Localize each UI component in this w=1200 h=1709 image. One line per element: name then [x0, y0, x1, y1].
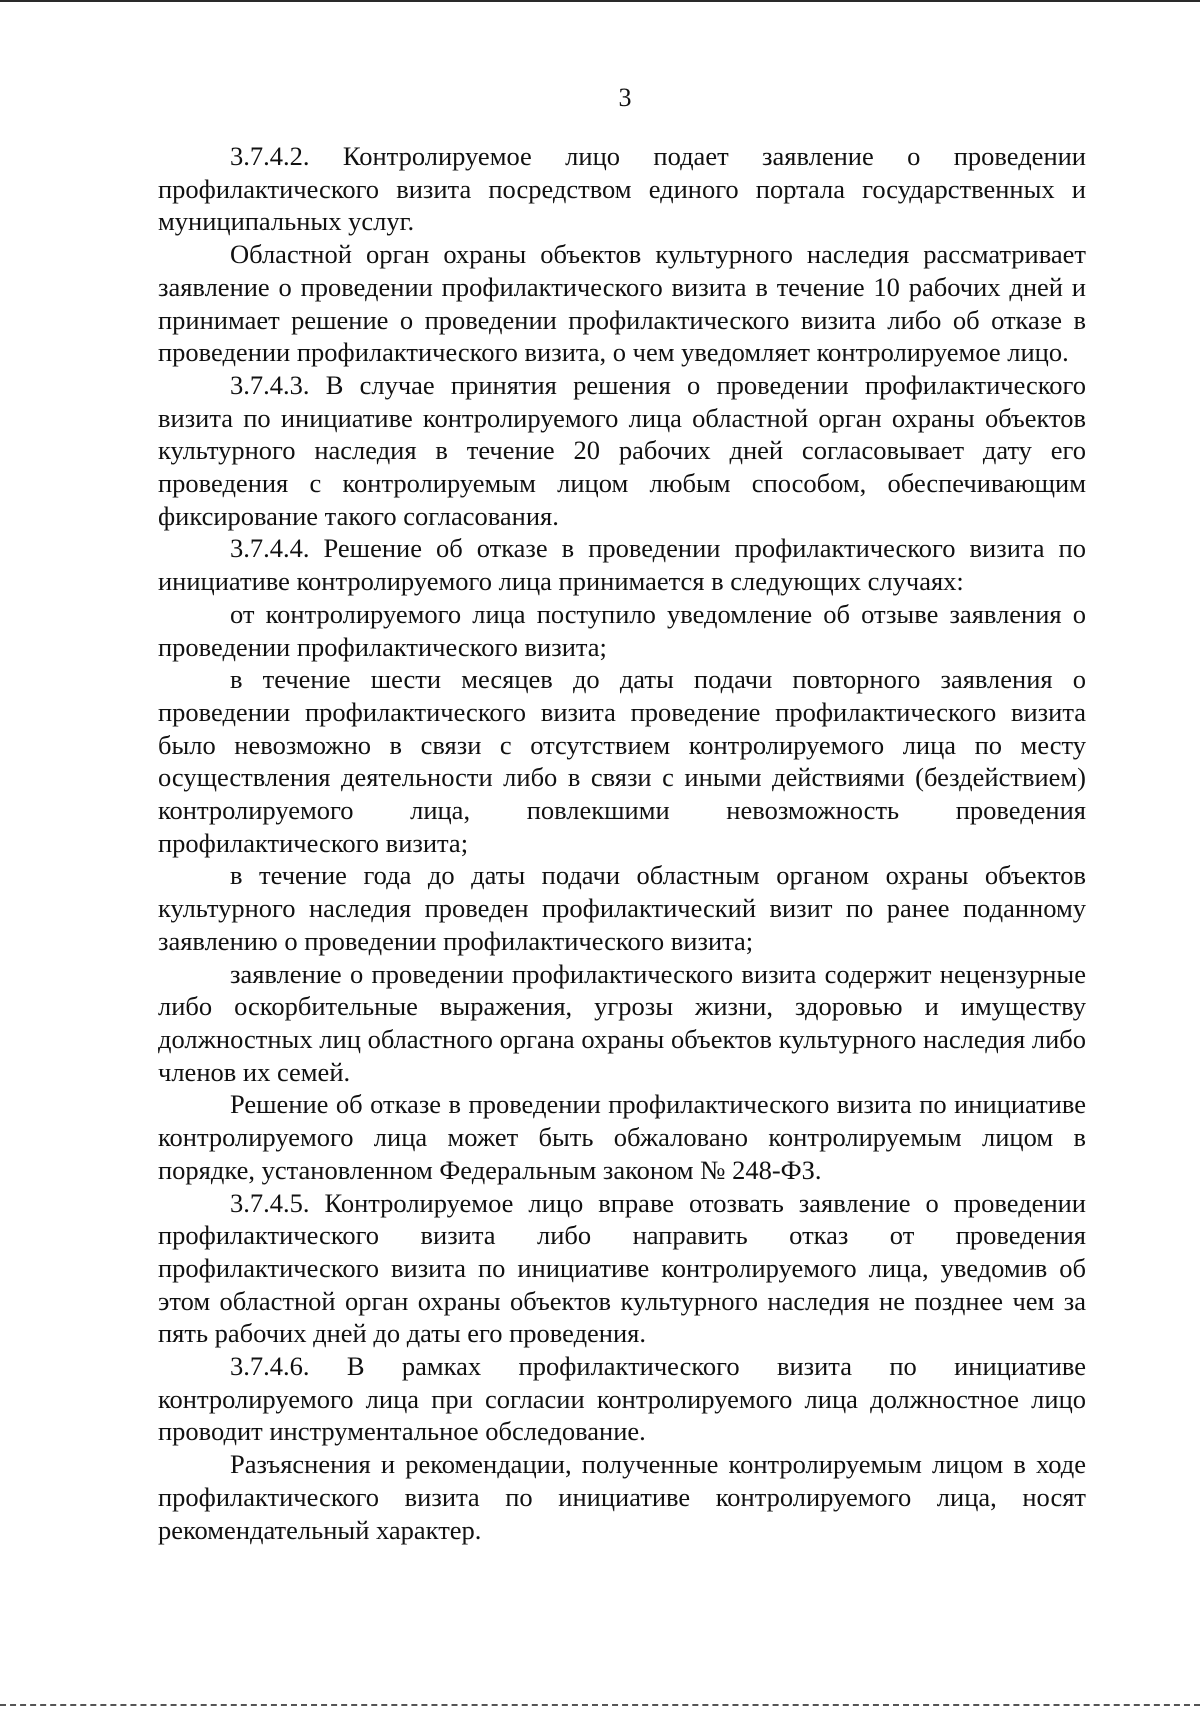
paragraph-case-recent-visit: в течение года до даты подачи областным органом охраны объектов культурного наследия проведен профилактический визит по ранее поданному заявлению о проведении профилактического визита; [158, 860, 1086, 956]
paragraph-review-application: Областной орган охраны объектов культурного наследия рассматривает заявление о проведении профилактического визита в течение 10 рабочих дней и принимает решение о проведении профилактического визита либо об отказе в проведении профилактического визита, о чем уведомляет контролируемое лицо. [158, 239, 1086, 368]
paragraph-appeal: Решение об отказе в проведении профилактического визита по инициативе контролируемого лица может быть обжаловано контролируемым лицом в порядке, установленном Федеральным законом № 248-ФЗ. [158, 1089, 1086, 1185]
paragraph-3-7-4-5: 3.7.4.5. Контролируемое лицо вправе отозвать заявление о проведении профилактического визита либо направить отказ от проведения профилактического визита по инициативе контролируемого лица, уведомив об этом областной орган охраны объектов культурного наследия не позднее чем за пять рабочих дней до даты его проведения. [158, 1187, 1086, 1349]
paragraph-3-7-4-6: 3.7.4.6. В рамках профилактического визита по инициативе контролируемого лица при согласии контролируемого лица должностное лицо проводит инструментальное обследование. [158, 1351, 1086, 1447]
page-bottom-edge [0, 1704, 1200, 1706]
document-body [158, 140, 1086, 1546]
paragraph-3-7-4-4: 3.7.4.4. Решение об отказе в проведении профилактического визита по инициативе контролируемого лица принимается в следующих случаях: [158, 533, 1086, 597]
page-number: 3 [618, 83, 632, 112]
paragraph-case-offensive-content: заявление о проведении профилактического визита содержит нецензурные либо оскорбительные выражения, угрозы жизни, здоровью и имуществу должностных лиц областного органа охраны объектов культурного наследия либо членов их семей. [158, 958, 1086, 1087]
paragraph-3-7-4-2: 3.7.4.2. Контролируемое лицо подает заявление о проведении профилактического визита посредством единого портала государственных и муниципальных услуг. [158, 141, 1086, 237]
paragraph-case-impossible-visit: в течение шести месяцев до даты подачи повторного заявления о проведении профилактического визита проведение профилактического визита было невозможно в связи с отсутствием контролируемого лица по месту осуществления деятельности либо в связи с иными действиями (бездействием) контролируемого лица, повлекшими невозможность проведения профилактического визита; [158, 664, 1086, 858]
paragraph-recommendations: Разъяснения и рекомендации, полученные контролируемым лицом в ходе профилактического визита по инициативе контролируемого лица, носят рекомендательный характер. [158, 1449, 1086, 1545]
paragraph-case-withdrawal: от контролируемого лица поступило уведомление об отзыве заявления о проведении профилактического визита; [158, 598, 1086, 662]
page-top-edge [0, 0, 1200, 2]
paragraph-3-7-4-3: 3.7.4.3. В случае принятия решения о проведении профилактического визита по инициативе контролируемого лица областной орган охраны объектов культурного наследия в течение 20 рабочих дней согласовывает дату его проведения с контролируемым лицом любым способом, обеспечивающим фиксирование такого согласования. [158, 369, 1086, 531]
